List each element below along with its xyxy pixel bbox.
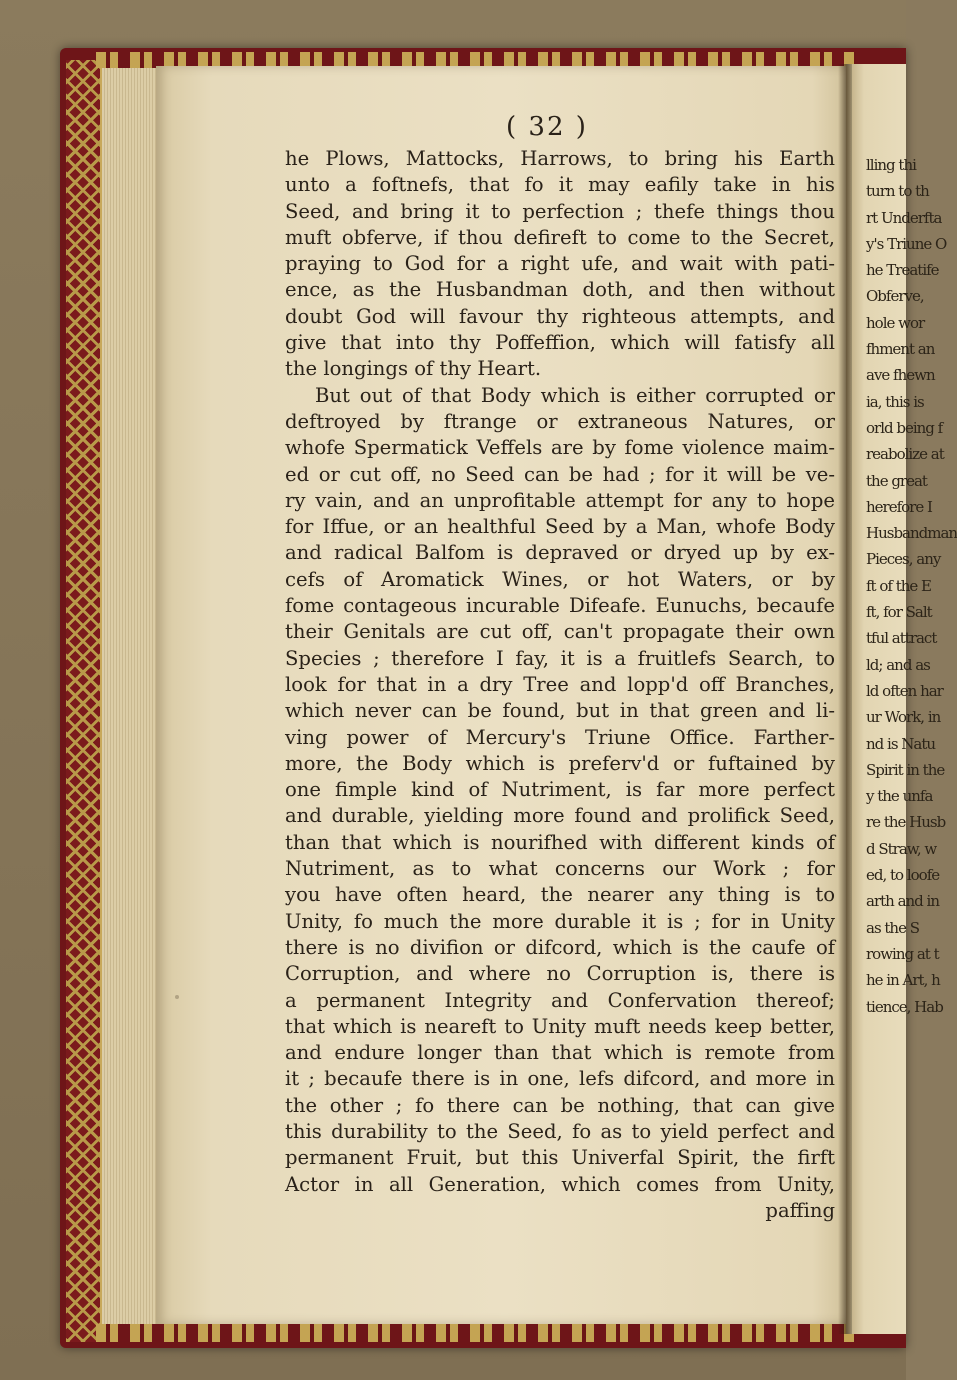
text-line: Corruption, and where no Corruption is, there is — [285, 962, 835, 986]
next-page-fragment: Husbandman — [866, 524, 957, 543]
next-page-fragment: ft, for Salt — [866, 603, 932, 622]
text-line: unto a foftnefs, that fo it may eafily take in his — [285, 173, 835, 197]
text-line: which never can be found, but in that green and li- — [285, 699, 835, 723]
next-page-edge — [846, 64, 957, 1334]
next-page-fragment: hole wor — [866, 313, 925, 332]
next-page-fragment: the great — [866, 471, 927, 490]
text-line: than that which is nourifhed with different kinds of — [285, 830, 835, 854]
text-line: you have often heard, the nearer any thing is to — [285, 883, 835, 907]
next-page-fragment: orld being f — [866, 418, 943, 437]
text-line: look for that in a dry Tree and lopp'd off Branches, — [285, 672, 835, 696]
text-line: there is no divifion or difcord, which is the caufe of — [285, 935, 835, 959]
text-line: ed or cut off, no Seed can be had ; for it will be ve- — [285, 462, 835, 486]
text-line: permanent Fruit, but this Univerfal Spirit, the firft — [285, 1146, 835, 1170]
next-page-fragment: d Straw, w — [866, 839, 937, 858]
text-line: Nutriment, as to what concerns our Work ; for — [285, 857, 835, 881]
text-line: But out of that Body which is either corrupted or — [315, 383, 835, 407]
text-line: one fimple kind of Nutriment, is far more perfect — [285, 778, 835, 802]
paper-speck — [175, 995, 179, 999]
next-page-fragment: ed, to loofe — [866, 866, 940, 885]
text-line: a permanent Integrity and Confervation thereof; — [285, 988, 835, 1012]
text-line: he Plows, Mattocks, Harrows, to bring his Earth — [285, 147, 835, 170]
text-line: doubt God will favour thy righteous attempts, and — [285, 304, 835, 328]
next-page-fragment: ft of the E — [866, 576, 931, 595]
text-line: ving power of Mercury's Triune Office. Farther- — [285, 725, 835, 749]
text-line: the longings of thy Heart. — [285, 357, 542, 381]
next-page-fragment: ur Work, in — [866, 708, 941, 727]
text-line: cefs of Aromatick Wines, or hot Waters, or by — [285, 567, 835, 591]
next-page-fragment: arth and in — [866, 892, 940, 911]
next-page-fragment: as the S — [866, 918, 920, 937]
text-line: and durable, yielding more found and prolifick Seed, — [285, 804, 835, 828]
gutter-shadow — [838, 64, 852, 1334]
text-line: their Genitals are cut off, can't propagate their own — [285, 620, 835, 644]
next-page-fragment: tience, Hab — [866, 997, 943, 1016]
next-page-fragment: lling thi — [866, 156, 916, 174]
catchword: paffing — [765, 1198, 835, 1222]
next-page-fragment: reabolize at — [866, 445, 944, 464]
text-line: that which is neareft to Unity muft needs keep better, — [285, 1014, 835, 1038]
text-line: this durability to the Seed, fo as to yield perfect and — [285, 1119, 835, 1143]
page-edges — [102, 68, 158, 1324]
text-line: and endure longer than that which is remote from — [285, 1041, 835, 1065]
next-page-fragment: fhment an — [866, 340, 935, 359]
next-page-fragment: tful attract — [866, 629, 937, 648]
text-line: more, the Body which is preferv'd or fuftained by — [285, 751, 835, 775]
text-line: and radical Balfom is depraved or dryed up by ex- — [285, 541, 835, 565]
text-line: it ; becaufe there is in one, lefs difcord, and more in — [285, 1067, 835, 1091]
next-page-fragment: rt Underfta — [866, 208, 942, 227]
text-line: Species ; therefore I fay, it is a fruitlefs Search, to — [285, 646, 835, 670]
text-line: give that into thy Poffeffion, which will fatisfy all — [285, 331, 835, 355]
text-line: for Iffue, or an healthful Seed by a Man, whofe Body — [285, 515, 835, 539]
next-page-fragment: ld; and as — [866, 655, 930, 674]
next-page-fragment: y's Triune O — [866, 234, 947, 253]
next-page-fragment: he Treatife — [866, 261, 939, 280]
text-line: deftroyed by ftrange or extraneous Natures, or — [285, 409, 835, 433]
next-page-fragment: re the Husb — [866, 813, 946, 832]
text-line: Actor in all Generation, which comes from Unity, — [285, 1172, 835, 1196]
text-line: whofe Spermatick Veffels are by fome violence maim- — [285, 436, 835, 460]
gilt-tooling-bottom — [96, 1324, 856, 1342]
next-page-fragment: rowing at t — [866, 944, 939, 963]
next-page-fragment: y the unfa — [866, 787, 933, 806]
gilt-tooling-left — [66, 60, 102, 1342]
body-text — [285, 146, 835, 1224]
next-page-fragment: turn to th — [866, 182, 929, 201]
next-page-fragment: Obferve, — [866, 287, 924, 306]
text-line: ry vain, and an unprofitable attempt for any to hope — [285, 488, 835, 512]
text-line: Seed, and bring it to perfection ; thefe things thou — [285, 199, 835, 223]
text-line: praying to God for a right ufe, and wait with pati- — [285, 252, 835, 276]
text-line: fome contageous incurable Difeafe. Eunuchs, becaufe — [285, 594, 835, 618]
next-page-fragment: ave fhewn — [866, 366, 935, 385]
next-page-fragment: nd is Natu — [866, 734, 936, 753]
text-line: Unity, fo much the more durable it is ; for in Unity — [285, 909, 835, 933]
page-number: ( 32 ) — [506, 112, 588, 142]
next-page-fragment: Spirit in the — [866, 760, 945, 779]
text-line: muft obferve, if thou defireft to come to the Secret, — [285, 225, 835, 249]
next-page-text — [846, 152, 957, 1020]
text-line: ence, as the Husbandman doth, and then without — [285, 278, 835, 302]
next-page-fragment: herefore I — [866, 497, 932, 516]
next-page-fragment: Pieces, any — [866, 550, 941, 569]
next-page-fragment: ia, this is — [866, 392, 924, 411]
next-page-fragment: ld often har — [866, 681, 943, 700]
text-line: the other ; fo there can be nothing, that can give — [285, 1093, 835, 1117]
next-page-fragment: he in Art, h — [866, 971, 940, 990]
